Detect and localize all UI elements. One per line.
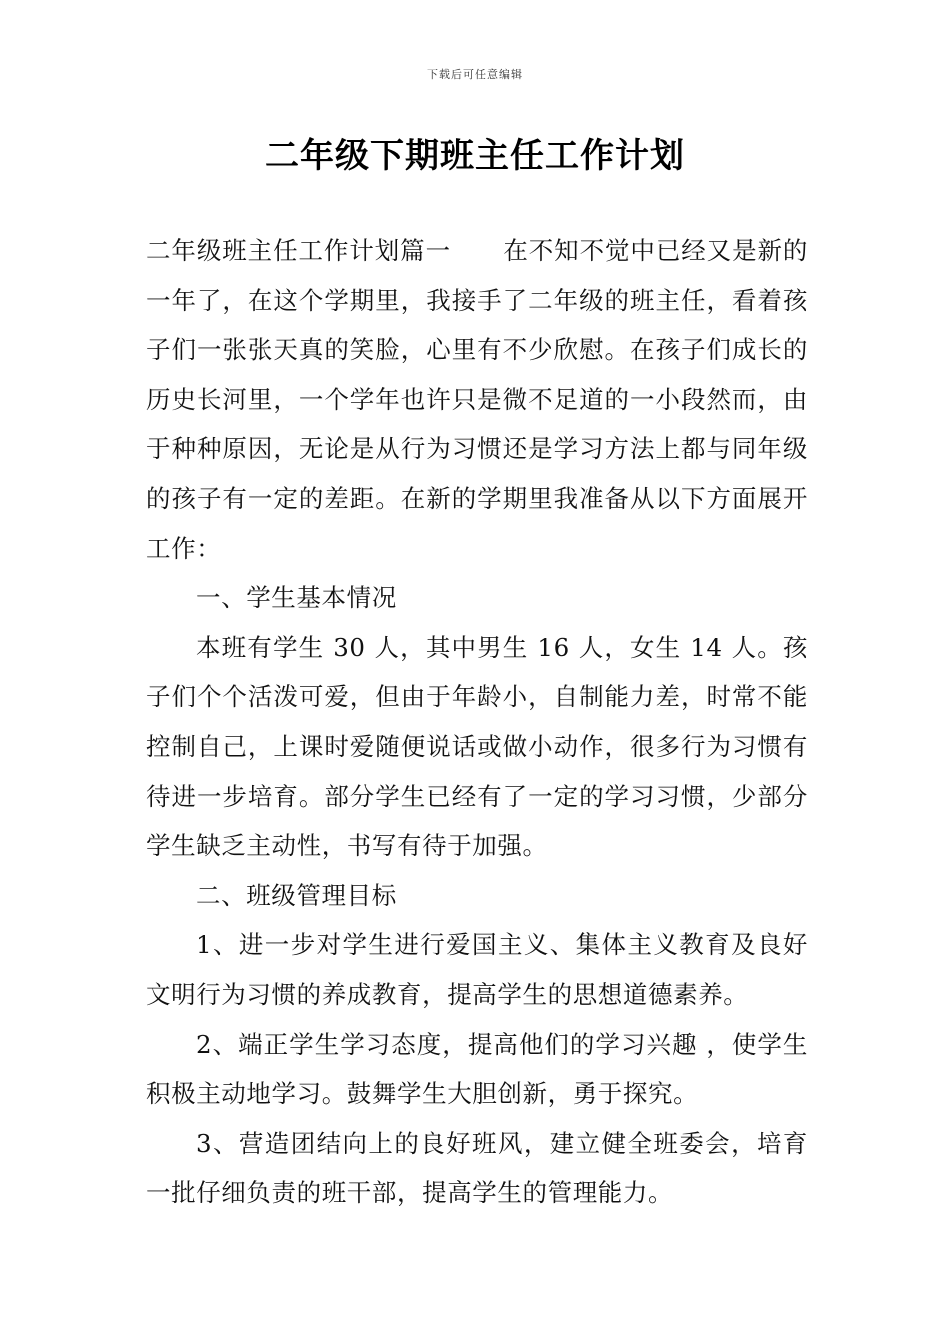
goal-2: 2、端正学生学习态度，提高他们的学习兴趣 ，使学生积极主动地学习。鼓舞学生大胆创新，勇于探究。 (146, 1029, 808, 1109)
intro-paragraph (146, 226, 808, 573)
document-body (146, 226, 808, 1218)
section1-heading: 一、学生基本情况 (196, 583, 397, 613)
intro-text: 在不知不觉中已经又是新的一年了，在这个学期里，我接手了二年级的班主任，看着孩子们一张张天真的笑脸，心里有不少欣慰。在孩子们成长的历史长河里，一个学年也许只是微不足道的一小段然而，由于种种原因，无论是从行为习惯还是学习方法上都与同年级的孩子有一定的差距。在新的学期里我准备从以下方面展开工作： (146, 236, 808, 563)
document-title: 二年级下期班主任工作计划 (265, 136, 685, 176)
goal-1: 1、进一步对学生进行爱国主义、集体主义教育及良好文明行为习惯的养成教育，提高学生的思想道德素养。 (146, 930, 808, 1009)
goal-3: 3、营造团结向上的良好班风，建立健全班委会，培育一批仔细负责的班干部，提高学生的管理能力。 (146, 1128, 808, 1208)
intro-heading: 二年级班主任工作计划篇一 (146, 236, 451, 265)
section1-body: 本班有学生 30 人，其中男生 16 人，女生 14 人。孩子们个个活泼可爱，但由于年龄小，自制能力差，时常不能控制自己，上课时爱随便说话或做小动作，很多行为习惯有待进一步培育。部分学生已经有了一定的学习习惯，少部分学生缺乏主动性，书写有待于加强。 (146, 632, 808, 861)
header-note: 下载后可任意编辑 (427, 68, 523, 81)
section2-heading: 二、班级管理目标 (196, 880, 397, 910)
